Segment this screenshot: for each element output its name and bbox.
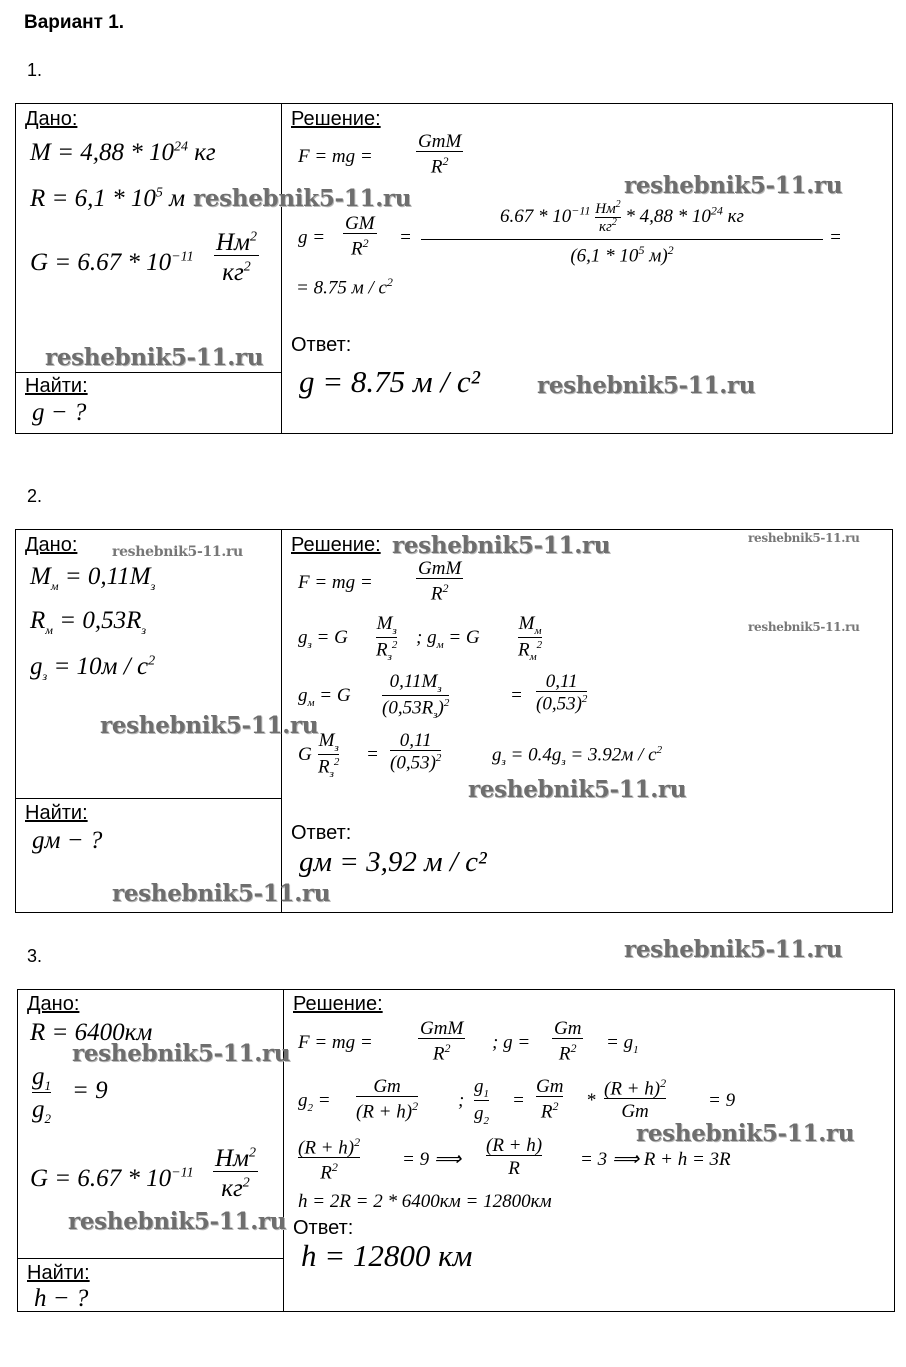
row-divider	[16, 372, 281, 373]
part: ; $g_м = G$	[416, 627, 480, 651]
solution-line-2-render: g =	[298, 227, 326, 248]
find-value: g − ?	[32, 399, 87, 426]
watermark: reshebnik5-11.ru	[468, 776, 687, 803]
answer-value: gм = 3,92 м / с²	[299, 846, 487, 878]
solution-line-4-render: h = 2R = 2 * 6400км = 12800км	[298, 1191, 552, 1212]
column-divider	[281, 104, 282, 433]
part: = 3 ⟹ R + h = 3R	[580, 1149, 731, 1170]
given-3-fraction: $Нм^2$ $кг^2$	[215, 1145, 257, 1202]
frac: Gm $R^2$	[554, 1018, 582, 1065]
part: ;	[458, 1090, 465, 1111]
part: *	[586, 1090, 596, 1111]
solution-line-1-render: F = mg =	[298, 1032, 373, 1053]
find-value: h − ?	[34, 1285, 89, 1312]
problem-3-number: 3.	[27, 946, 43, 966]
eq-sign: =	[399, 227, 412, 248]
frac: $M_з$ $R_з^2$	[376, 613, 398, 663]
given-label: Дано:	[25, 108, 78, 130]
watermark: reshebnik5-11.ru	[748, 531, 860, 545]
problem-1-table	[15, 103, 893, 434]
given-label: Дано:	[27, 993, 80, 1015]
given-2-render: = 9	[72, 1077, 108, 1104]
watermark: reshebnik5-11.ru	[624, 936, 843, 963]
find-label: Найти:	[27, 1262, 90, 1284]
solution-line-2-render: $g_з = G$	[298, 627, 348, 651]
part: ; g =	[492, 1032, 531, 1053]
answer-label: Ответ:	[291, 334, 352, 356]
watermark: reshebnik5-11.ru	[636, 1120, 855, 1147]
watermark: reshebnik5-11.ru	[72, 1040, 291, 1067]
problem-1-number: 1.	[27, 60, 43, 80]
part: = 9 ⟹	[402, 1149, 462, 1170]
watermark: reshebnik5-11.ru	[748, 620, 860, 634]
given-1-render: $M = 4,88 * 10^{24}$ кг	[30, 139, 216, 166]
given-3-render: $g_з = 10м / с^2$	[30, 653, 156, 683]
watermark: reshebnik5-11.ru	[537, 372, 756, 399]
solution-line-1-render: F = mg =	[298, 146, 373, 167]
frac: $(R + h)^2$ Gm	[604, 1076, 667, 1123]
solution-line-1-frac: GmM $R^2$	[418, 558, 462, 605]
given-3-render: $G = 6.67 * 10^{-11}$	[30, 1165, 194, 1192]
watermark: reshebnik5-11.ru	[624, 172, 843, 199]
solution-line-4-render: G	[298, 744, 312, 765]
solution-line-3-render: = 8.75 м / $с^2$	[296, 275, 393, 299]
answer-label: Ответ:	[293, 1217, 354, 1239]
watermark: reshebnik5-11.ru	[112, 544, 243, 560]
frac: Gm $R^2$	[536, 1076, 564, 1123]
problem-2-number: 2.	[27, 486, 43, 506]
frac: GmM $R^2$	[420, 1018, 464, 1065]
eq-sign-end: =	[829, 227, 842, 248]
find-value: gм − ?	[32, 827, 103, 854]
eq-sign: =	[510, 685, 523, 706]
watermark: reshebnik5-11.ru	[68, 1208, 287, 1235]
column-divider	[283, 990, 284, 1311]
part: = 9	[708, 1090, 736, 1111]
given-2-render: $R_м = 0,53R_з$	[30, 607, 147, 637]
given-2-render: $R = 6,1 * 10^5$ м	[30, 185, 186, 212]
solution-line-3-render: $(R + h)^2$ $R^2$	[298, 1135, 361, 1184]
frac: $M_з$ $R_з^2$	[318, 730, 340, 780]
find-label: Найти:	[25, 375, 88, 397]
given-3-fraction: $Нм^2$ $кг^2$	[216, 229, 258, 286]
part: $g_з = 0.4g_з = 3.92м / с^2$	[492, 744, 663, 769]
solution-label: Решение:	[291, 108, 381, 130]
answer-label: Ответ:	[291, 822, 352, 844]
frac: $0,11M_з$ $(0,53R_з)^2$	[382, 671, 450, 721]
frac: $M_м$ $R_м^2$	[518, 613, 543, 663]
solution-line-3-render: $g_м = G$	[298, 685, 351, 709]
problem-3-table	[17, 989, 895, 1312]
part: = $g_1$	[606, 1032, 639, 1056]
row-divider	[18, 1258, 283, 1259]
frac: 0,11 $(0,53)^2$	[390, 730, 442, 774]
watermark: reshebnik5-11.ru	[45, 344, 264, 371]
watermark: reshebnik5-11.ru	[193, 185, 412, 212]
solution-line-1-render: F = mg =	[298, 572, 373, 593]
answer-value: g = 8.75 м / с²	[299, 364, 480, 399]
given-1-render: $M_м = 0,11M_з$	[30, 563, 156, 593]
solution-line-2-frac-b: $6.67 * 10^{-11}$ $Нм^2$ $кг^2$ * $4,88 * 10^{24}$ кг ($6,1 * 10^5$ м)$^2$	[421, 200, 823, 265]
solution-label: Решение:	[291, 534, 381, 556]
watermark: reshebnik5-11.ru	[112, 880, 331, 907]
page-title: Вариант 1.	[24, 12, 125, 33]
watermark: reshebnik5-11.ru	[100, 712, 319, 739]
find-label: Найти:	[25, 802, 88, 824]
given-1-render: R = 6400км	[30, 1019, 153, 1046]
watermark: reshebnik5-11.ru	[392, 532, 611, 559]
row-divider	[16, 798, 281, 799]
frac: 0,11 $(0,53)^2$	[536, 671, 588, 715]
given-label: Дано:	[25, 534, 78, 556]
eq-sign: =	[366, 744, 379, 765]
answer-value: h = 12800 км	[301, 1238, 473, 1273]
frac: Gm $(R + h)^2$	[356, 1076, 419, 1123]
solution-line-2-frac-a: GM $R^2$	[345, 213, 375, 260]
frac: $g_1$ $g_2$	[474, 1076, 489, 1127]
solution-label: Решение:	[293, 993, 383, 1015]
given-3-render: $G = 6.67 * 10^{-11}$	[30, 249, 194, 276]
frac: (R + h) R	[486, 1135, 543, 1179]
solution-line-1-frac: GmM $R^2$	[418, 131, 462, 178]
eq-sign: =	[512, 1090, 525, 1111]
given-2-frac: $g_1$ $g_2$	[32, 1063, 51, 1126]
solution-line-2-render: $g_2$ =	[298, 1090, 331, 1114]
